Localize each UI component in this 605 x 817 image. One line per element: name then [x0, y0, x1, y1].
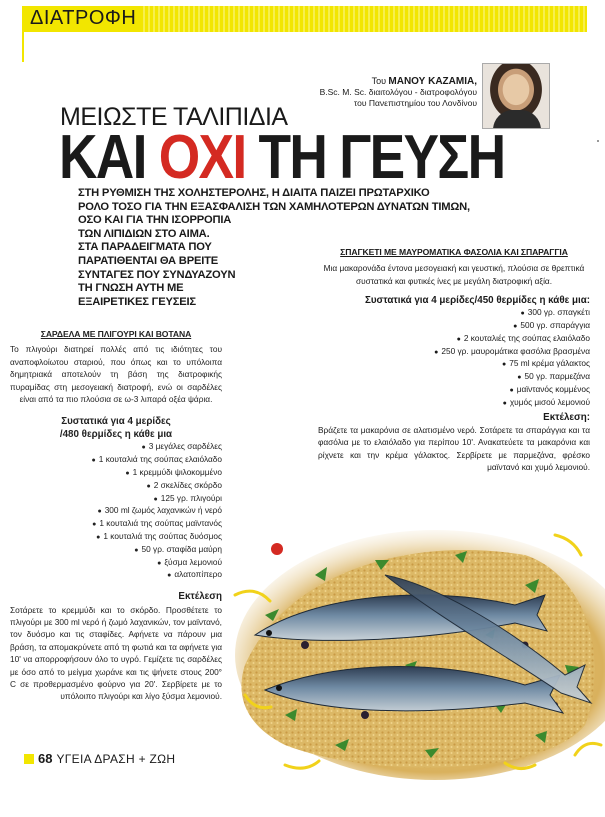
scan-speck: [597, 140, 599, 142]
ingredient: ● 1 κουταλιά της σούπας ελαιόλαδο: [10, 454, 222, 467]
author-name: ΜΑΝΟΥ ΚΑΖΑΜΙΑ,: [388, 76, 477, 87]
ingredient: ● 50 γρ. παρμεζάνα: [318, 371, 590, 384]
headline-part1: ΚΑΙ: [59, 123, 159, 192]
recipe-spaghetti: [318, 246, 590, 474]
recipe-title: ΣΑΡΔΕΛΑ ΜΕ ΠΛΙΓΟΥΡΙ ΚΑΙ ΒΟΤΑΝΑ: [40, 329, 192, 339]
recipe-portion-line-1: Συστατικά για 4 μερίδες: [61, 416, 171, 428]
method-title: Εκτέλεση:: [543, 411, 590, 423]
food-illustration: [225, 515, 605, 783]
deck-line: ΣΤΗ ΡΥΘΜΙΣΗ ΤΗΣ ΧΟΛΗΣΤΕΡΟΛΗΣ, Η ΔΙΑΙΤΑ ΠΑΙΖΕΙ ΠΡΩΤΑΡΧΙΚΟ: [78, 187, 430, 199]
ingredient: ● μαϊντανός κομμένος: [318, 384, 590, 397]
ingredient: ● 300 γρ. σπαγκέτι: [318, 307, 590, 320]
deck-line: ΠΑΡΑΤΙΘΕΝΤΑΙ ΘΑ ΒΡΕΙΤΕ: [78, 254, 219, 267]
author-by: Του: [371, 76, 387, 86]
author-portrait: [482, 63, 550, 129]
ingredient: ● 50 γρ. σταφίδα μαύρη: [10, 544, 222, 557]
left-rule: [22, 32, 24, 62]
deck-line: ΣΥΝΤΑΓΕΣ ΠΟΥ ΣΥΝΔΥΑΖΟΥΝ: [78, 268, 236, 281]
section-tab: [22, 6, 136, 32]
section-label: ΔΙΑΤΡΟΦΗ: [30, 7, 137, 29]
ingredient: ● αλατοπίπερο: [10, 569, 222, 582]
ingredient: ● χυμός μισού λεμονιού: [318, 397, 590, 410]
section-stripe: [140, 6, 587, 32]
magazine-name: ΥΓΕΙΑ ΔΡΑΣΗ + ΖΩΗ: [56, 751, 176, 766]
page-number: 68: [38, 751, 53, 766]
recipe-portion: Συστατικά για 4 μερίδες/450 θερμίδες η κάθε μια:: [364, 295, 590, 307]
ingredient: ● 125 γρ. πλιγούρι: [10, 493, 222, 506]
kicker-part1: ΜΕΙΩΣΤΕ ΤΑ: [60, 103, 203, 131]
deck-line: ΡΟΛΟ ΤΟΣΟ ΓΙΑ ΤΗΝ ΕΞΑΣΦΑΛΙΣΗ ΤΩΝ ΧΑΜΗΛΟΤΕΡΩΝ ΔΥΝΑΤΩΝ ΤΙΜΩΝ,: [78, 200, 470, 213]
method-text: Σοτάρετε το κρεμμύδι και το σκόρδο. Προσθέτετε το πλιγούρι με 300 ml νερό ή ζωμό λαχανικών, τον μαϊντανό, τον δυόσμο και τις σταφίδες. Αφήνετε να πάρουν μια βράση, τα απομακρύνετε από τη φωτιά και τα αφήνετε για 10' να απορροφήσουν όλο το υγρό. Γεμίζετε τις σαρδέλες με όσο από το μείγμα χωράνε και τις ψήνετε στους 200° C σε προθερμασμένο φούρνο για 20'. Σερβίρετε με το υπόλοιπο πλιγούρι και λίγο ξύσμα λεμονιού.: [10, 604, 222, 702]
footer-square-icon: [24, 754, 34, 764]
ingredient: ● 2 κουταλιές της σούπας ελαιόλαδο: [318, 333, 590, 346]
author-credentials-1: B.Sc. M. Sc. διαιτολόγου - διατροφολόγου: [319, 87, 477, 97]
recipe-portion-line-2: /480 θερμίδες η κάθε μια: [59, 429, 173, 441]
deck-line: ΤΩΝ ΛΙΠΙΔΙΩΝ ΣΤΟ ΑΙΜΑ.: [78, 227, 210, 240]
ingredient: ● 1 κουταλιά της σούπας μαϊντανός: [10, 518, 222, 531]
deck-line: ΤΗ ΓΝΩΣΗ ΑΥΤΗ ΜΕ: [78, 282, 184, 295]
ingredient: ● 300 ml ζωμός λαχανικών ή νερό: [10, 505, 222, 518]
ingredient: ● 1 κουταλιά της σούπας δυόσμος: [10, 531, 222, 544]
food-photo: [225, 515, 605, 783]
ingredient: ● 75 ml κρέμα γάλακτος: [318, 358, 590, 371]
page-footer: [24, 751, 175, 766]
ingredients-list: [318, 307, 590, 409]
deck-line: ΕΞΑΙΡΕΤΙΚΕΣ ΓΕΥΣΕΙΣ: [78, 295, 196, 308]
ingredient: ● 2 σκελίδες σκόρδο: [10, 480, 222, 493]
ingredients-list: [10, 441, 222, 582]
headline-part2: ΤΗ ΓΕΥΣΗ: [245, 123, 505, 192]
recipe-intro: Μια μακαρονάδα έντονα μεσογειακή και γευστική, πλούσια σε θρεπτικά συστατικά και φυτικές ίνες με μεγάλη διατροφική αξία.: [323, 263, 585, 286]
ingredient: ● 500 γρ. σπαράγγια: [318, 320, 590, 333]
ingredient: ● 3 μεγάλες σαρδέλες: [10, 441, 222, 454]
ingredient: ● ξύσμα λεμονιού: [10, 557, 222, 570]
method-title: Εκτέλεση: [178, 591, 222, 603]
ingredient: ● 250 γρ. μαυρομάτικα φασόλια βρασμένα: [318, 346, 590, 359]
ingredient: ● 1 κρεμμύδι ψιλοκομμένο: [10, 467, 222, 480]
deck-line: ΟΣΟ ΚΑΙ ΓΙΑ ΤΗΝ ΙΣΟΡΡΟΠΙΑ: [78, 214, 232, 227]
red-dot-marker: [271, 543, 283, 555]
author-credentials-2: του Πανεπιστημίου του Λονδίνου: [353, 98, 477, 108]
recipe-intro: Το πλιγούρι διατηρεί πολλές από τις ιδιότητες του αναποφλοίωτου σταριού, που όπως και το υπόλοιπα δημητριακά αποτελούν τη βάση της διατροφικής πυραμίδας στη μεσογειακή διατροφή, ενώ οι σαρδέλες είναι από τα πιο πλούσια σε ω-3 λιπαρά οξέα ψάρια.: [10, 344, 222, 405]
deck-line: ΣΤΑ ΠΑΡΑΔΕΙΓΜΑΤΑ ΠΟΥ: [78, 241, 212, 254]
method-text: Βράζετε τα μακαρόνια σε αλατισμένο νερό. Σοτάρετε τα σπαράγγια και τα φασόλια με το ελαιόλαδο για περίπου 10'. Ανακατεύετε τα μακαρόνια και ρίχνετε και την κρέμα γάλακτος. Σερβίρετε με παρμεζάνα, φρέσκο μαϊντανό και χυμό λεμονιού.: [318, 425, 590, 473]
headline-red: ΟΧΙ: [158, 123, 246, 192]
recipe-sardines: [10, 328, 222, 703]
recipe-title: ΣΠΑΓΚΕΤΙ ΜΕ ΜΑΥΡΟΜΑΤΙΚΑ ΦΑΣΟΛΙΑ ΚΑΙ ΣΠΑΡΑΓΓΙΑ: [340, 247, 568, 257]
section-bar: [22, 6, 587, 32]
kicker-part2: ΛΙΠΙΔΙΑ: [202, 103, 288, 131]
headline: [59, 123, 505, 192]
